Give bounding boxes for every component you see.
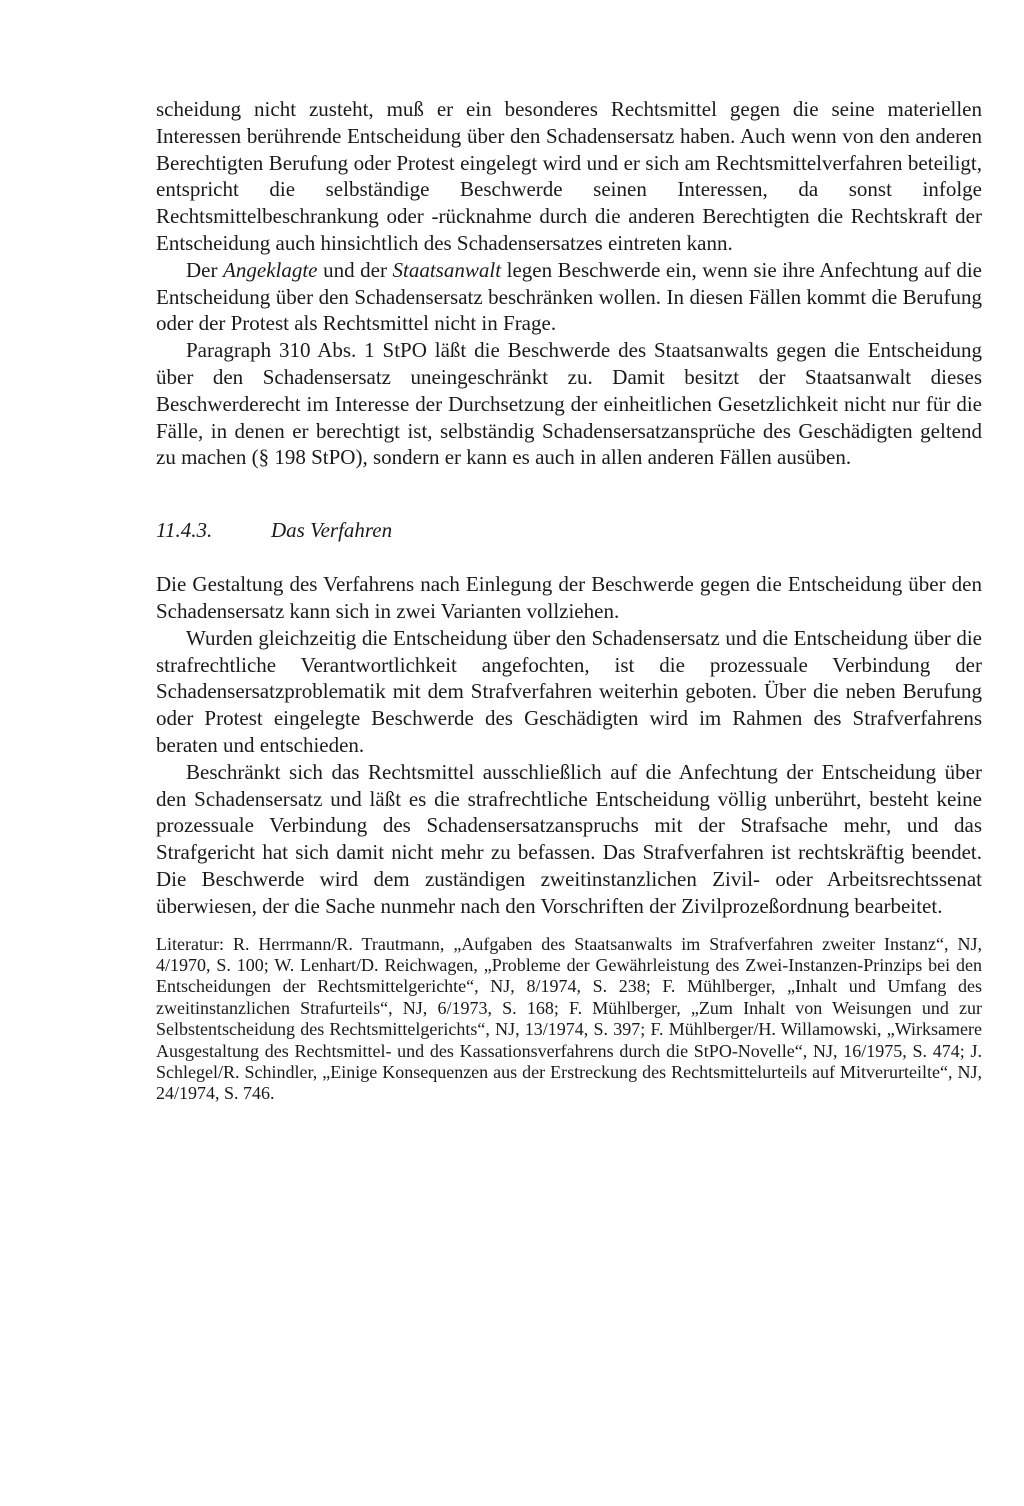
paragraph-variant-one: Wurden gleichzeitig die Entscheidung über den Schadensersatz und die Entscheidung über die strafrechtliche Verantwortlichkeit angefochten, ist die prozessuale Verbindung der Schadensersatzproblematik mit dem Strafverfahren weiterhin geboten. Über die neben Berufung oder Protest eingelegte Beschwerde des Geschädigten wird im Rahmen des Strafverfahrens beraten und entschieden. bbox=[156, 625, 982, 757]
document-page bbox=[156, 96, 982, 1105]
section-heading bbox=[156, 515, 982, 545]
paragraph-appellants bbox=[156, 257, 982, 337]
paragraph-310-stpo: Paragraph 310 Abs. 1 StPO läßt die Beschwerde des Staatsanwalts gegen die Entscheidung über den Schadensersatz uneingeschränkt zu. Damit besitzt der Staatsanwalt dieses Beschwerderecht im Interesse der Durchsetzung der einheitlichen Gesetzlichkeit nicht nur für die Fälle, in denen er berechtigt ist, selbständig Schadensersatzansprüche des Geschädigten geltend zu machen (§ 198 StPO), sondern er kann es auch in allen anderen Fällen ausüben. bbox=[156, 338, 982, 470]
literature-references: Literatur: R. Herrmann/R. Trautmann, „Aufgaben des Staatsanwalts im Strafverfahren zweiter Instanz“, NJ, 4/1970, S. 100; W. Lenhart/D. Reichwagen, „Probleme der Gewährleistung des Zwei-Instanzen-Prinzips bei den Entscheidungen der Rechtsmittelgerichte“, NJ, 8/1974, S. 238; F. Mühlberger, „Inhalt und Umfang des zweitinstanzlichen Strafurteils“, NJ, 6/1973, S. 168; F. Mühlberger, „Zum Inhalt von Weisungen und zur Selbstentscheidung des Rechtsmittelgerichts“, NJ, 13/1974, S. 397; F. Mühlberger/H. Willamowski, „Wirksamere Ausgestaltung des Rechtsmittel- und des Kassationsverfahrens durch die StPO-Novelle“, NJ, 16/1975, S. 474; J. Schlegel/R. Schindler, „Einige Konsequenzen aus der Erstreckung des Rechtsmittelurteils auf Mitverurteilte“, NJ, 24/1974, S. 746. bbox=[156, 933, 982, 1104]
emphasis-staatsanwalt: Staatsanwalt bbox=[392, 257, 502, 282]
emphasis-angeklagte: Angeklagte bbox=[223, 257, 318, 282]
section-number: 11.4.3. bbox=[156, 518, 213, 543]
paragraph-variants-intro: Die Gestaltung des Verfahrens nach Einlegung der Beschwerde gegen die Entscheidung über den Schadensersatz kann sich in zwei Varianten vollziehen. bbox=[156, 572, 982, 623]
section-title: Das Verfahren bbox=[271, 518, 393, 543]
text-segment: legen Beschwerde ein, wenn sie ihre Anfechtung auf die Entscheidung über den Schadensersatz beschränken wollen. In diesen Fällen kommt die Berufung oder der Protest als Rechtsmittel nicht in Frage. bbox=[156, 257, 982, 336]
paragraph-variant-two: Beschränkt sich das Rechtsmittel ausschließlich auf die Anfechtung der Entscheidung über den Schadensersatz und läßt es die strafrechtliche Entscheidung völlig unberührt, besteht keine prozessuale Verbindung des Schadensersatzanspruchs mit der Strafsache mehr, und das Strafgericht hat sich damit nicht mehr zu befassen. Das Strafverfahren ist rechtskräftig beendet. Die Beschwerde wird dem zuständigen zweitinstanzlichen Zivil- oder Arbeitsrechtssenat überwiesen, der die Sache nunmehr nach den Vorschriften der Zivilprozeßordnung bearbeitet. bbox=[156, 759, 982, 918]
text-segment: und der bbox=[317, 257, 393, 282]
text-segment: Der bbox=[186, 257, 224, 282]
paragraph-continuation: scheidung nicht zusteht, muß er ein besonderes Rechtsmittel gegen die seine materiellen Interessen berührende Entscheidung über den Schadensersatz haben. Auch wenn von den anderen Berechtigten Berufung oder Protest eingelegt wird und er sich am Rechtsmittelverfahren beteiligt, entspricht die selbständige Beschwerde seinen Interessen, da sonst infolge Rechtsmittelbeschrankung oder -rücknahme durch die anderen Berechtigten die Rechtskraft der Entscheidung auch hinsichtlich des Schadensersatzes eintreten kann. bbox=[156, 97, 982, 255]
